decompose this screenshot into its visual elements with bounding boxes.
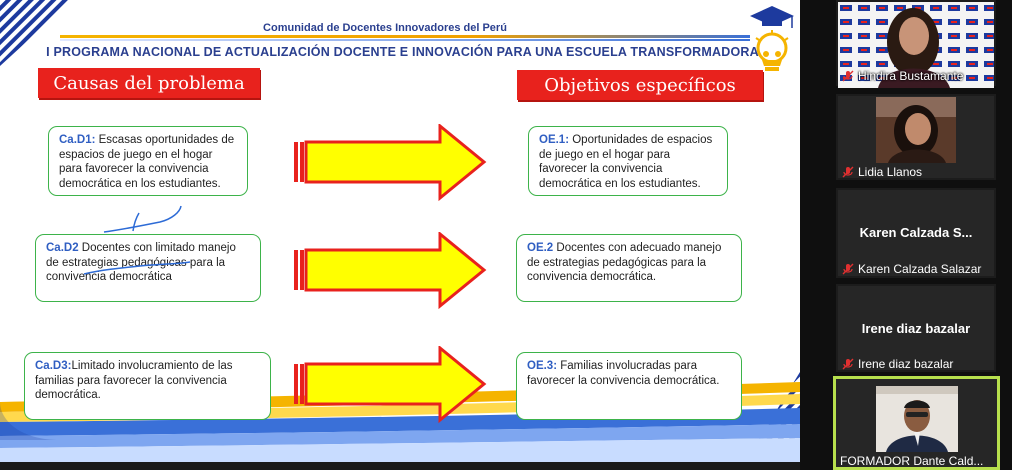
participant-tile-lidia[interactable] [836,94,996,180]
cause-card-2 [35,234,261,302]
objective-card-1 [528,126,728,196]
cause-card-1 [48,126,248,196]
cause-code: Ca.D3: [35,360,72,372]
mic-muted-icon [842,166,854,178]
participant-name: Irene diaz bazalar [858,357,954,371]
participant-display-name: Irene diaz bazalar [861,321,971,336]
cause-text: Escasas oportunidades de espacios de juego en el hogar para favorecer la convivencia democrática en los estudiantes. [59,134,235,190]
participant-name: FORMADOR Dante Cald... [840,454,984,468]
participant-display-name: Karen Calzada S... [859,225,973,240]
objective-code: OE.2 [527,242,554,254]
participant-video [876,97,956,163]
right-arrow-icon [290,232,490,312]
cause-text: Docentes con limitado manejo de estrategias pedagógicas para la convivencia democrática [46,242,236,283]
objective-code: OE.3: [527,360,558,372]
causes-header: Causas del problema [38,68,260,98]
header-stripe-blue [60,39,750,41]
mic-muted-icon [842,70,854,82]
header-stripe [60,35,750,38]
participant-video [876,386,958,452]
cause-card-3 [24,352,271,420]
right-arrow-icon [290,346,490,426]
objective-code: OE.1: [539,134,570,146]
screen-share-bottom-bar [0,462,800,470]
objective-text: Familias involucradas para favorecer la convivencia democrática. [527,360,720,387]
right-arrow-icon [290,124,490,204]
cause-code: Ca.D2 [46,242,79,254]
cause-code: Ca.D1: [59,134,96,146]
participant-name: Karen Calzada Salazar [858,262,982,276]
participant-tile-karen[interactable] [836,188,996,278]
participant-tile-formador[interactable] [833,376,1000,470]
mic-muted-icon [842,263,854,275]
participant-tile-irene[interactable] [836,284,996,372]
objective-card-2 [516,234,742,302]
participant-name: Lidia Llanos [858,165,923,179]
participant-tile-hindira[interactable] [836,0,996,86]
objective-text: Oportunidades de espacios de juego en el hogar para favorecer la convivencia democrática en los estudiantes. [539,134,713,190]
mic-muted-icon [842,358,854,370]
cause-text: Limitado involucramiento de las familias para favorecer la convivencia democrática. [35,360,233,401]
program-title: I PROGRAMA NACIONAL DE ACTUALIZACIÓN DOCENTE E INNOVACIÓN PARA UNA ESCUELA TRANSFORMADORA [46,45,759,59]
objective-text: Docentes con adecuado manejo de estrategias pedagógicas para la convivencia democrática. [527,242,722,283]
objectives-header: Objetivos específicos [517,70,763,100]
organization-name: Comunidad de Docentes Innovadores del Perú [263,22,507,34]
objective-card-3 [516,352,742,420]
participant-name: Hindira Bustamante [858,69,964,83]
